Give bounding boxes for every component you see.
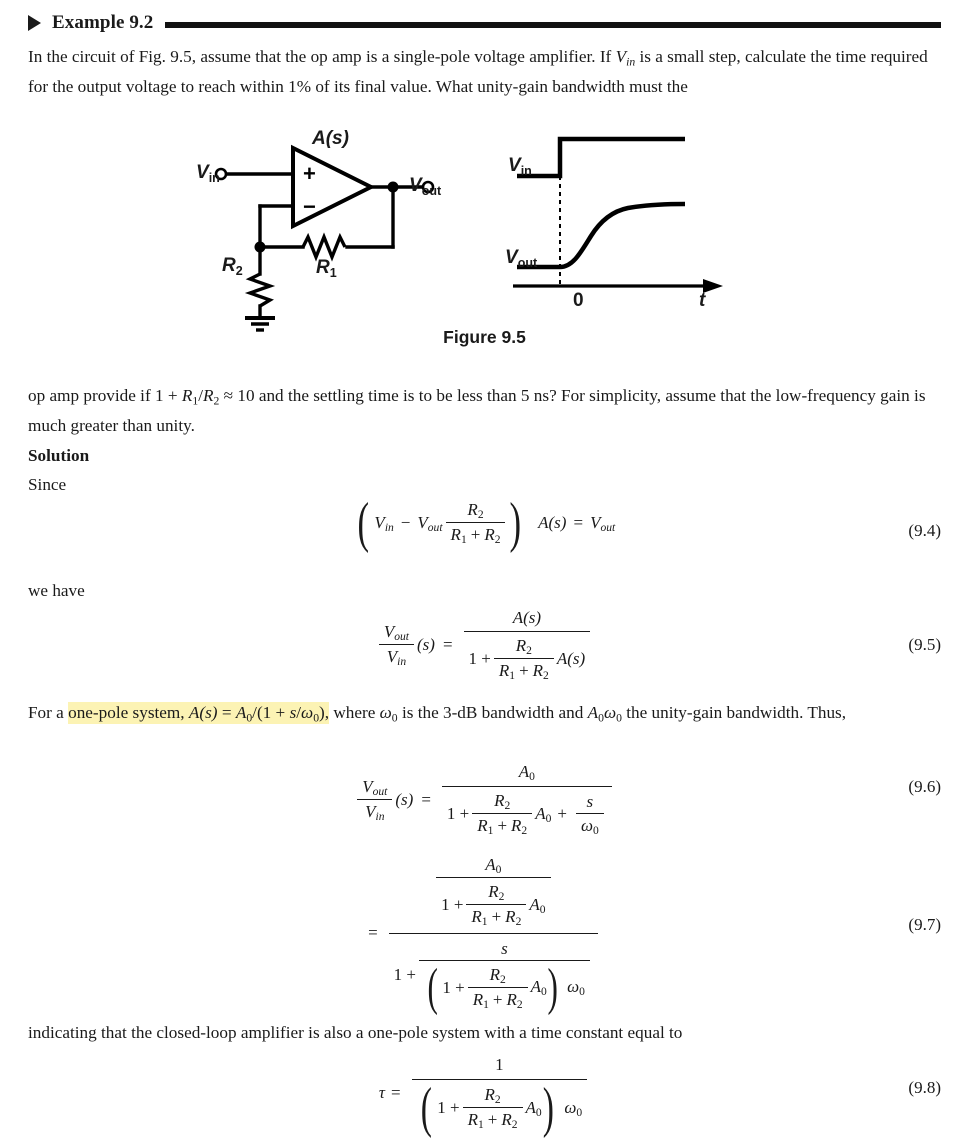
eq97-top-den-frac-num: R <box>488 882 499 902</box>
circuit-vout-subscript: out <box>421 183 442 198</box>
circuit-vin-label <box>196 162 220 185</box>
eq97-bot-den-frac-den-plus: + <box>492 989 503 1009</box>
onepole-hl-A: A <box>188 703 200 722</box>
example-header <box>28 8 941 38</box>
equation-9-7 <box>0 855 969 1016</box>
circuit-vout-symbol: V <box>409 175 422 196</box>
solution-heading: Solution <box>28 446 90 465</box>
eq96-den-frac-den-r2: R <box>511 816 522 836</box>
eq94-frac-num-sub: 2 <box>477 508 484 522</box>
eq97-top-den-resistor-fraction <box>466 882 526 928</box>
onepole-hl-close: ), <box>319 703 330 722</box>
afterfig-text-1: op amp provide if 1 + <box>28 386 182 405</box>
header-rule <box>165 22 941 28</box>
eq96-den-resistor-fraction <box>472 791 532 837</box>
onepole-hl-rest: /(1 + <box>252 703 290 722</box>
eq96-lhs-fraction <box>357 777 392 823</box>
equation-number-9-7: (9.7) <box>908 915 941 934</box>
eq96-den-frac-den-plus: + <box>497 816 508 836</box>
equation-9-4 <box>0 492 969 555</box>
eq95-lhs-den-sub: in <box>397 655 407 669</box>
eq96-rhs-num: A <box>518 762 530 781</box>
onepole-hl-w0: ω <box>301 703 314 722</box>
intro-vin-subscript: in <box>626 55 636 69</box>
eq98-den-frac-den-r1: R <box>467 1110 478 1130</box>
afterfig-text-2: ≈ 10 and the settling time is to be less than 5 ns? For simplicity, assume that the low-frequency gain is much greater than unity. <box>28 386 926 436</box>
onepole-w0b: ω <box>603 703 617 722</box>
onepole-A0-sub: 0 <box>598 711 604 725</box>
eq96-s-omega-fraction <box>576 792 604 837</box>
eq94-vin-sub: in <box>384 520 394 534</box>
onepole-tail-1: where <box>329 703 380 722</box>
eq95-den-frac-num-sub: 2 <box>526 644 532 658</box>
eq96-den-one: 1 + <box>446 804 470 824</box>
eq95-den-frac-den-r2-sub: 2 <box>543 669 549 683</box>
eq98-fraction <box>412 1055 588 1139</box>
eq96-rhs-fraction <box>442 762 612 838</box>
onepole-A0: A <box>587 703 599 722</box>
eq94-vout2: V <box>590 512 601 532</box>
eq98-den-frac-den-r1-sub: 1 <box>477 1118 484 1132</box>
eq98-w0: ω <box>564 1097 577 1117</box>
eq98-lparen: ( <box>420 1076 432 1139</box>
eq96-lhs-num: V <box>362 776 373 796</box>
eq97-top-den-frac-den-r1-sub: 1 <box>481 915 488 929</box>
afterfig-slash: / <box>198 386 203 405</box>
eq97-top-den-frac-den-r1: R <box>471 907 482 927</box>
eq97-bottom-fraction <box>419 938 590 1016</box>
intro-text-1: In the circuit of Fig. 9.5, assume that the op amp is a single-pole voltage amplifier. If <box>28 47 616 66</box>
waveform-vout-symbol: V <box>505 247 518 268</box>
eq97-bot-den-one: 1 + <box>442 977 465 997</box>
eq97-top-den-a0-sub: 0 <box>539 903 546 917</box>
eq94-frac-num: R <box>467 500 478 519</box>
eq94-frac-den-r1: R <box>450 525 461 545</box>
waveform-origin-label: 0 <box>573 290 584 311</box>
eq95-lhs-num: V <box>383 622 395 641</box>
circuit-vin-symbol: V <box>196 162 209 183</box>
eq95-lhs-num-sub: out <box>394 630 409 644</box>
eq97-bot-den-frac-den-r1-sub: 1 <box>483 998 489 1012</box>
eq94-resistor-fraction <box>446 500 506 546</box>
eq96-den-s-num: s <box>586 791 594 811</box>
r1-resistor-symbol <box>303 237 345 257</box>
equation-9-5 <box>0 608 969 682</box>
circuit-r2-symbol: R <box>222 255 236 276</box>
eq98-den-frac-num-sub: 2 <box>494 1093 501 1107</box>
eq96-den-frac-den-r1-sub: 1 <box>487 824 494 838</box>
onepole-hl-w0-sub: 0 <box>313 711 320 725</box>
eq98-den-a0: A <box>525 1097 536 1117</box>
eq97-bot-den-a0-sub: 0 <box>541 985 547 999</box>
indicating-paragraph: indicating that the closed-loop amplifier is also a one-pole system with a time constant equal to <box>28 1023 683 1042</box>
eq98-tau: τ <box>378 1083 385 1103</box>
eq96-den-frac-num: R <box>494 791 505 811</box>
circuit-r1-label <box>316 257 337 280</box>
eq96-den-frac-den-r1: R <box>477 816 488 836</box>
eq96-equals: = <box>421 789 431 809</box>
vin-step-trace <box>517 139 685 176</box>
after-figure-paragraph <box>28 383 946 438</box>
waveform-time-label: t <box>699 290 706 311</box>
since-text: Since <box>28 475 67 494</box>
eq94-as: A(s) <box>538 513 567 533</box>
afterfig-r1-subscript: 1 <box>192 394 199 408</box>
eq95-lhs-den: V <box>386 647 398 667</box>
eq97-bot-den-frac-num-sub: 2 <box>499 972 506 986</box>
intro-vin-symbol: V <box>615 47 627 66</box>
afterfig-r1-symbol: R <box>181 386 193 405</box>
eq96-of-s: (s) <box>395 789 414 809</box>
eq96-den-frac-num-sub: 2 <box>504 799 511 813</box>
opamp-minus-sign: − <box>303 194 316 219</box>
eq98-den-one: 1 + <box>437 1098 460 1118</box>
eq97-top-num: A <box>485 855 496 874</box>
circuit-r2-subscript: 2 <box>235 263 243 278</box>
eq94-lparen: ( <box>357 492 369 555</box>
eq98-resistor-fraction <box>463 1085 523 1131</box>
equation-number-9-8: (9.8) <box>908 1078 941 1097</box>
eq98-den-frac-den-r2-sub: 2 <box>511 1118 518 1132</box>
opamp-plus-sign: + <box>303 161 316 186</box>
eq97-bot-den-frac-num: R <box>489 964 500 984</box>
onepole-hl-A0-sub: 0 <box>246 711 253 725</box>
eq98-equals: = <box>390 1083 401 1103</box>
eq96-lhs-num-sub: out <box>372 784 388 798</box>
eq94-minus: − <box>400 513 411 533</box>
eq95-den-one: 1 + <box>468 649 491 669</box>
eq97-outer-fraction <box>389 855 598 1016</box>
eq97-equals: = <box>368 923 378 943</box>
eq98-rparen: ) <box>542 1076 554 1139</box>
eq96-den-s-den-sub: 0 <box>592 824 599 838</box>
onepole-highlight <box>68 702 329 724</box>
eq97-bot-num: s <box>501 938 508 958</box>
onepole-w0b-sub: 0 <box>616 711 622 725</box>
eq98-den-frac-den-r2: R <box>501 1110 512 1130</box>
r2-resistor-symbol <box>250 274 270 306</box>
junction-dot-output <box>388 182 399 193</box>
onepole-hl-text: one-pole system, <box>68 703 189 722</box>
eq95-den-frac-den-r1: R <box>498 661 510 681</box>
onepole-tail-2: is the 3-dB bandwidth and <box>397 703 588 722</box>
eq95-rhs-num: A(s) <box>512 608 542 627</box>
eq95-den-frac-num: R <box>515 636 527 655</box>
equation-number-9-6: (9.6) <box>908 777 941 796</box>
afterfig-r2-subscript: 2 <box>213 394 220 408</box>
eq97-bot-den-frac-den-r2-sub: 2 <box>516 998 523 1012</box>
onepole-tail-3: the unity-gain bandwidth. Thus, <box>621 703 847 722</box>
onepole-hl-A0: A <box>235 703 247 722</box>
circuit-r1-subscript: 1 <box>329 265 337 280</box>
eq97-top-den-frac-den-r2: R <box>505 907 516 927</box>
onepole-hl-slash: / <box>296 703 302 722</box>
onepole-hl-eq: = <box>217 703 236 722</box>
eq97-top-den-a0: A <box>529 894 540 914</box>
eq97-bot-den-frac-den-r1: R <box>472 989 484 1009</box>
eq94-rparen: ) <box>510 492 522 555</box>
eq94-vout-sub: out <box>427 520 443 534</box>
circuit-vin-subscript: in <box>208 170 220 185</box>
circuit-r2-label <box>222 255 243 278</box>
eq97-bot-w0: ω <box>567 977 580 997</box>
equation-9-6 <box>0 762 969 838</box>
page-title: Example 9.2 <box>52 12 154 33</box>
triangle-right-icon <box>28 15 41 31</box>
circuit-vout-label <box>409 175 441 198</box>
circuit-r1-symbol: R <box>316 257 330 278</box>
junction-dot-inverting <box>255 242 266 253</box>
eq98-w0-sub: 0 <box>576 1105 583 1119</box>
we-have-text: we have <box>28 581 85 600</box>
eq94-frac-den-r2-sub: 2 <box>494 533 501 547</box>
onepole-w0: ω <box>379 703 392 722</box>
eq96-den-frac-den-r2-sub: 2 <box>521 824 528 838</box>
waveform-vout-subscript: out <box>517 255 538 270</box>
eq94-equals: = <box>573 513 584 533</box>
onepole-lead: For a <box>28 703 69 722</box>
onepole-w0-sub: 0 <box>391 711 398 725</box>
eq97-bot-one: 1 + <box>393 964 417 984</box>
waveform-vout-label <box>505 247 537 270</box>
figure-caption: Figure 9.5 <box>443 327 526 347</box>
one-pole-paragraph <box>28 700 946 730</box>
time-axis-arrow <box>703 279 723 293</box>
eq94-vout2-sub: out <box>600 520 616 534</box>
eq97-top-fraction <box>436 855 550 929</box>
eq98-den-frac-num: R <box>484 1085 495 1104</box>
eq97-bot-lparen: ( <box>427 958 438 1016</box>
intro-text-2: is a small step, calculate the time required for the output voltage to reach within 1% of its final value. What unity-gain bandwidth must the <box>28 47 928 97</box>
onepole-hl-s2: s <box>289 703 297 722</box>
equation-number-9-5: (9.5) <box>908 635 941 654</box>
eq97-top-num-sub: 0 <box>495 863 502 877</box>
waveform-vin-symbol: V <box>508 155 521 176</box>
eq94-frac-den-plus: + <box>470 525 481 545</box>
eq95-den-frac-den-r1-sub: 1 <box>509 669 516 683</box>
figure-9-5 <box>0 122 969 352</box>
eq96-den-plus: + <box>557 804 567 824</box>
eq96-den-a0-sub: 0 <box>545 812 552 826</box>
afterfig-r2-symbol: R <box>202 386 214 405</box>
eq97-bot-den-a0: A <box>530 977 542 997</box>
eq98-den-frac-den-plus: + <box>487 1110 498 1130</box>
eq95-den-frac-den-plus: + <box>519 661 529 681</box>
eq94-vin: V <box>374 512 385 532</box>
eq97-bot-den-resistor-fraction <box>468 965 528 1011</box>
eq95-den-as: A(s) <box>556 649 586 669</box>
equation-9-8 <box>0 1055 969 1139</box>
eq98-den-a0-sub: 0 <box>535 1105 542 1119</box>
eq96-rhs-num-sub: 0 <box>529 770 535 784</box>
eq97-bot-w0-sub: 0 <box>579 985 585 999</box>
eq97-bot-rparen: ) <box>547 958 558 1016</box>
eq97-top-den-frac-den-plus: + <box>491 907 502 927</box>
eq95-equals: = <box>442 635 453 655</box>
eq96-lhs-den-sub: in <box>375 810 385 824</box>
eq98-num-one: 1 <box>412 1055 588 1080</box>
vout-exponential-trace <box>517 204 685 267</box>
eq95-den-resistor-fraction <box>494 636 554 682</box>
eq95-den-frac-den-r2: R <box>532 661 544 681</box>
eq95-lhs-fraction <box>379 622 414 668</box>
eq94-frac-den-r2: R <box>484 525 495 545</box>
eq94-frac-den-r1-sub: 1 <box>460 533 467 547</box>
onepole-hl-s1: (s) <box>199 703 218 722</box>
eq96-lhs-den: V <box>365 801 376 821</box>
eq95-of-s: (s) <box>417 635 435 655</box>
eq96-den-a0: A <box>535 803 546 823</box>
eq97-top-den-frac-den-r2-sub: 2 <box>515 915 522 929</box>
waveform-vin-subscript: in <box>520 163 532 178</box>
waveform-vin-label <box>508 155 532 178</box>
gain-label: A(s) <box>312 128 349 149</box>
eq96-den-s-den: ω <box>580 815 593 835</box>
eq97-top-den-one: 1 + <box>441 895 464 915</box>
eq97-top-den-frac-num-sub: 2 <box>498 890 505 904</box>
opamp-circuit-schematic <box>175 122 505 337</box>
intro-paragraph <box>28 44 946 99</box>
eq94-vout: V <box>417 512 428 532</box>
eq97-bot-den-frac-den-r2: R <box>506 989 517 1009</box>
eq95-rhs-fraction <box>464 608 591 682</box>
equation-number-9-4: (9.4) <box>908 521 941 540</box>
